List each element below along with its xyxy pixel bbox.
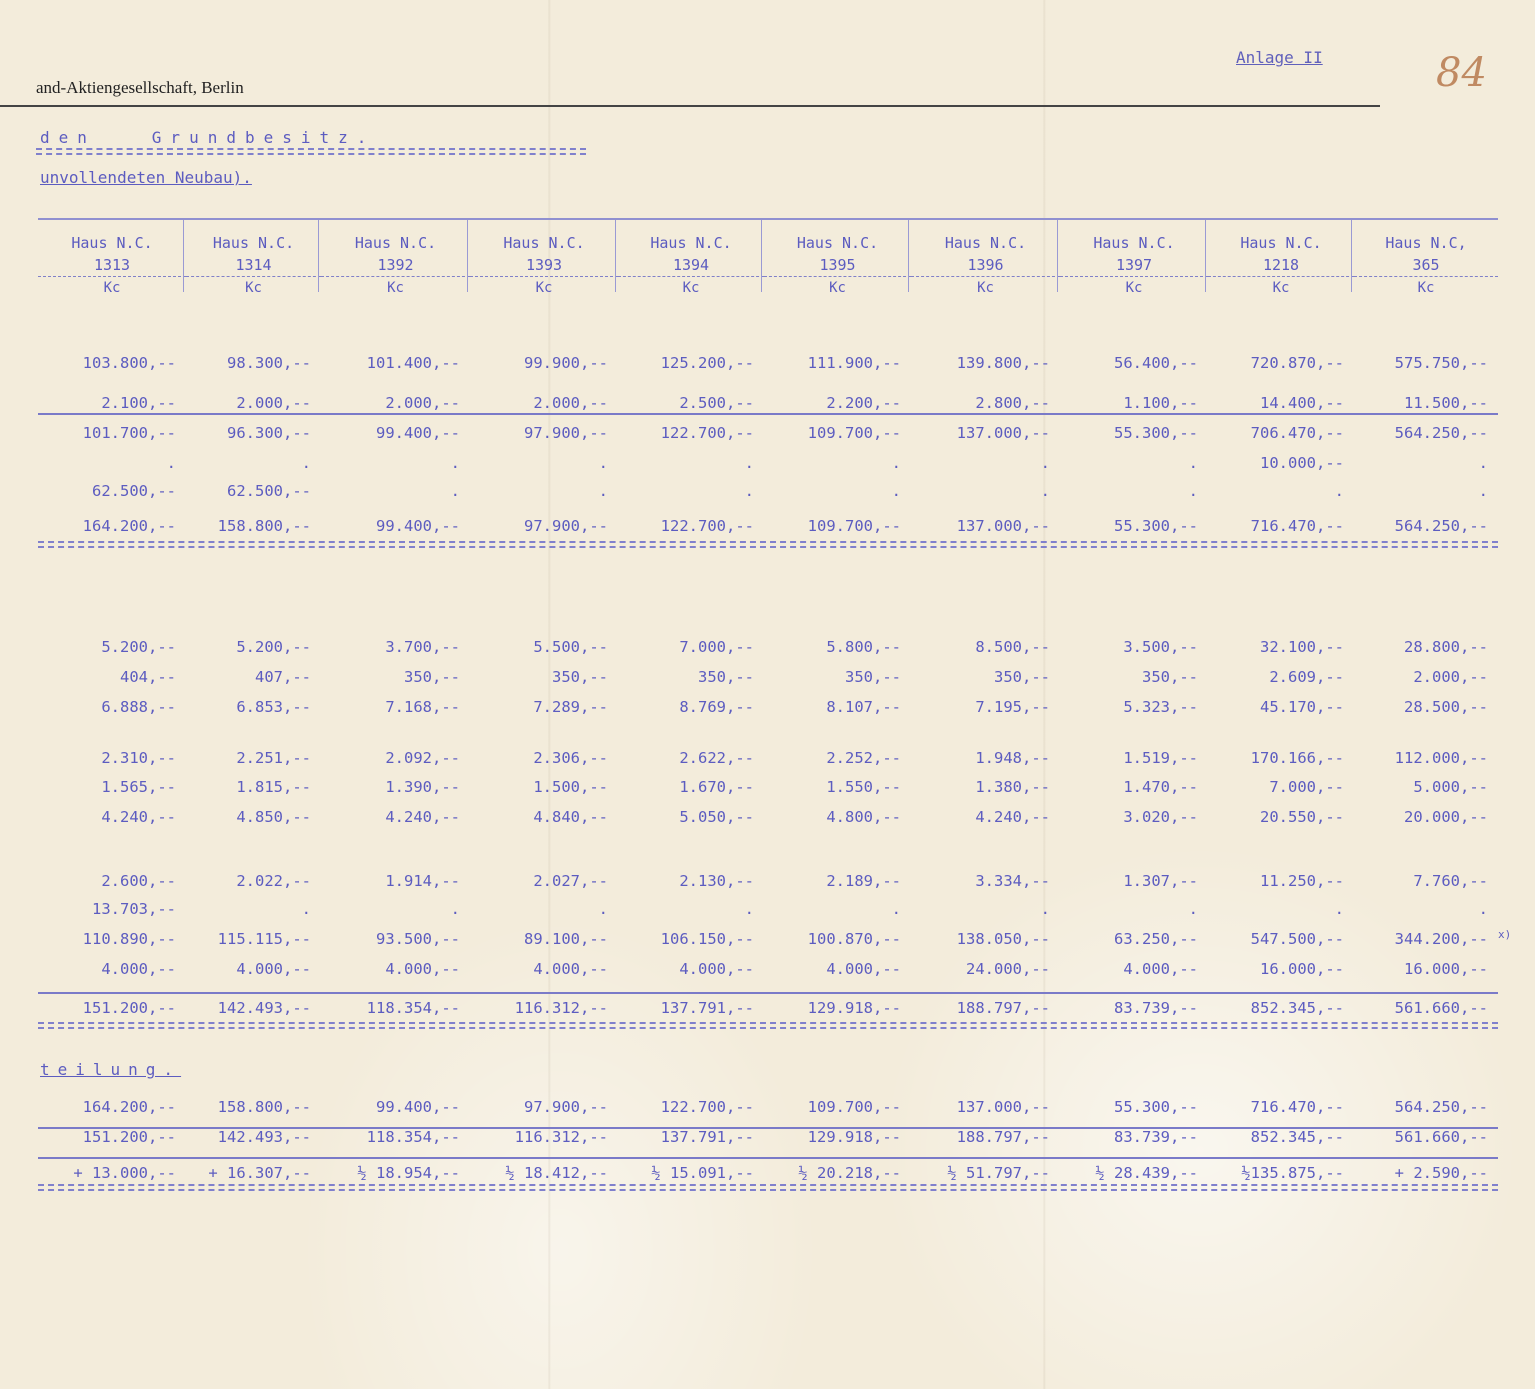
letterhead-rule (0, 105, 1380, 107)
table-cell: . (1188, 482, 1198, 500)
column-label: Haus N.C. (944, 234, 1027, 252)
column-house-number: 1393 (525, 256, 563, 274)
table-cell: 10.000,-- (1260, 454, 1344, 472)
table-cell: 2.609,-- (1269, 668, 1344, 686)
table-cell: . (450, 454, 460, 472)
table-cell: 13.703,-- (92, 900, 176, 918)
column-house-number: 1218 (1262, 256, 1300, 274)
table-cell: 55.300,-- (1114, 517, 1198, 535)
table-cell: 28.800,-- (1404, 638, 1488, 656)
column-separator (1057, 220, 1058, 292)
table-cell: 4.000,-- (101, 960, 176, 978)
table-cell: 2.022,-- (236, 872, 311, 890)
table-cell: 20.000,-- (1404, 808, 1488, 826)
column-unit: Kc (321, 276, 470, 299)
column-header (618, 220, 764, 308)
table-cell: 6.888,-- (101, 698, 176, 716)
table-cell: 122.700,-- (660, 424, 754, 442)
table-cell: . (891, 482, 901, 500)
table-cell: 151.200,-- (82, 999, 176, 1017)
table-cell: ½ 28.439,-- (1095, 1164, 1198, 1182)
table-row (38, 454, 1498, 478)
column-unit: Kc (618, 276, 764, 299)
table-cell: 7.195,-- (975, 698, 1050, 716)
table-cell: 116.312,-- (514, 1128, 608, 1146)
table-cell: 170.166,-- (1250, 749, 1344, 767)
table-cell: 188.797,-- (956, 1128, 1050, 1146)
table-row (38, 930, 1498, 954)
table-cell: 4.000,-- (679, 960, 754, 978)
table-cell: 158.800,-- (217, 517, 311, 535)
section-heading-grundbesitz: den Grundbesitz. (40, 128, 376, 147)
table-cell: 4.000,-- (236, 960, 311, 978)
table-cell: 7.000,-- (679, 638, 754, 656)
column-separator (615, 220, 616, 292)
table-row (38, 668, 1498, 692)
table-cell: 8.107,-- (826, 698, 901, 716)
table-cell: . (1334, 900, 1344, 918)
subtotal-rule-2 (38, 992, 1498, 994)
section-heading-verteilung: teilung. (40, 1060, 182, 1079)
table-row (38, 482, 1498, 506)
column-unit: Kc (911, 276, 1060, 299)
column-header (764, 220, 911, 308)
table-cell: . (1040, 454, 1050, 472)
table-cell: 4.840,-- (533, 808, 608, 826)
table-cell: 139.800,-- (956, 354, 1050, 372)
table-cell: 14.400,-- (1260, 394, 1344, 412)
table-cell: 16.000,-- (1404, 960, 1488, 978)
table-cell: 3.700,-- (385, 638, 460, 656)
column-house-number: 1392 (377, 256, 414, 274)
table-cell: 350,-- (1142, 668, 1198, 686)
table-cell: 8.769,-- (679, 698, 754, 716)
table-cell: 97.900,-- (524, 1098, 608, 1116)
table-cell: 151.200,-- (82, 1128, 176, 1146)
column-label: Haus N.C. (1093, 234, 1175, 252)
table-cell: 852.345,-- (1250, 999, 1344, 1017)
table-cell: 561.660,-- (1394, 1128, 1488, 1146)
table-cell: 2.200,-- (826, 394, 901, 412)
table-cell: 137.000,-- (956, 424, 1050, 442)
comparison-rule-2 (38, 1157, 1498, 1159)
table-cell: 11.250,-- (1260, 872, 1344, 890)
table-cell: 2.310,-- (101, 749, 176, 767)
table-cell: 407,-- (255, 668, 311, 686)
table-cell: 118.354,-- (366, 999, 460, 1017)
column-house-number: 1314 (235, 256, 272, 274)
table-cell: 164.200,-- (82, 517, 176, 535)
table-cell: 138.050,-- (956, 930, 1050, 948)
table-row (38, 698, 1498, 722)
table-cell: 24.000,-- (966, 960, 1050, 978)
table-cell: 2.000,-- (236, 394, 311, 412)
table-cell: 1.519,-- (1123, 749, 1198, 767)
column-house-number: 365 (1412, 256, 1440, 274)
column-separator (908, 220, 909, 292)
table-cell: 5.000,-- (1413, 778, 1488, 796)
table-cell: 109.700,-- (807, 424, 901, 442)
table-cell: 115.115,-- (217, 930, 311, 948)
table-cell: 89.100,-- (524, 930, 608, 948)
table-row (38, 960, 1498, 984)
table-cell: 5.323,-- (1123, 698, 1198, 716)
annex-label: Anlage II (1236, 48, 1323, 67)
section-subheading-neubau: unvollendeten Neubau). (40, 168, 252, 187)
table-cell: 2.189,-- (826, 872, 901, 890)
table-cell: 2.130,-- (679, 872, 754, 890)
table-cell: 98.300,-- (227, 354, 311, 372)
table-row (38, 778, 1498, 802)
table-cell: 20.550,-- (1260, 808, 1344, 826)
column-unit: Kc (1354, 276, 1498, 299)
table-cell: 4.240,-- (101, 808, 176, 826)
total-double-rule-1 (38, 541, 1498, 548)
column-header (38, 220, 186, 308)
table-cell: 142.493,-- (217, 999, 311, 1017)
table-cell: 4.850,-- (236, 808, 311, 826)
column-unit: Kc (470, 276, 618, 299)
table-cell: 8.500,-- (975, 638, 1050, 656)
column-header (470, 220, 618, 308)
column-label: Haus N.C. (503, 234, 585, 252)
table-row (38, 749, 1498, 773)
table-cell: 125.200,-- (660, 354, 754, 372)
column-house-number: 1395 (819, 256, 856, 274)
table-cell: . (450, 900, 460, 918)
table-cell: . (301, 900, 311, 918)
table-cell: 350,-- (404, 668, 460, 686)
table-cell: 2.027,-- (533, 872, 608, 890)
table-cell: 7.289,-- (533, 698, 608, 716)
table-cell: 96.300,-- (227, 424, 311, 442)
table-cell: 137.000,-- (956, 517, 1050, 535)
table-cell: . (1478, 482, 1488, 500)
table-cell: 4.000,-- (1123, 960, 1198, 978)
table-cell: . (891, 900, 901, 918)
table-cell: 110.890,-- (82, 930, 176, 948)
table-cell: 2.306,-- (533, 749, 608, 767)
column-house-number: 1396 (967, 256, 1004, 274)
table-cell: 1.550,-- (826, 778, 901, 796)
table-cell: 5.050,-- (679, 808, 754, 826)
table-cell: 1.500,-- (533, 778, 608, 796)
table-cell: 55.300,-- (1114, 1098, 1198, 1116)
table-cell: 129.918,-- (807, 1128, 901, 1146)
table-cell: 1.307,-- (1123, 872, 1198, 890)
table-cell: 99.400,-- (376, 424, 460, 442)
table-cell: 720.870,-- (1250, 354, 1344, 372)
table-cell: 1.914,-- (385, 872, 460, 890)
column-separator (318, 220, 319, 292)
table-cell: 2.800,-- (975, 394, 1050, 412)
column-unit: Kc (1060, 276, 1208, 299)
table-cell: . (744, 482, 754, 500)
table-cell: 116.312,-- (514, 999, 608, 1017)
table-cell: . (598, 482, 608, 500)
column-separator (1205, 220, 1206, 292)
table-cell: 188.797,-- (956, 999, 1050, 1017)
handwritten-page-number: 84 (1436, 50, 1487, 96)
table-cell: 2.000,-- (385, 394, 460, 412)
table-cell: 4.000,-- (533, 960, 608, 978)
table-cell: 564.250,-- (1394, 424, 1488, 442)
table-cell: 716.470,-- (1250, 517, 1344, 535)
column-separator (183, 220, 184, 292)
table-row (38, 354, 1498, 378)
table-cell: ½ 18.954,-- (357, 1164, 460, 1182)
table-cell: 32.100,-- (1260, 638, 1344, 656)
table-cell: 97.900,-- (524, 424, 608, 442)
table-row (38, 638, 1498, 662)
table-cell: 706.470,-- (1250, 424, 1344, 442)
column-unit: Kc (1208, 276, 1354, 299)
table-cell: 164.200,-- (82, 1098, 176, 1116)
table-cell: 62.500,-- (92, 482, 176, 500)
column-separator (467, 220, 468, 292)
table-cell: 5.500,-- (533, 638, 608, 656)
table-cell: 109.700,-- (807, 1098, 901, 1116)
table-cell: 6.853,-- (236, 698, 311, 716)
table-cell: 62.500,-- (227, 482, 311, 500)
column-label: Haus N.C. (796, 234, 879, 252)
table-cell: 2.100,-- (101, 394, 176, 412)
table-cell: . (1188, 454, 1198, 472)
column-label: Haus N.C. (212, 234, 295, 252)
table-cell: 97.900,-- (524, 517, 608, 535)
table-cell: 2.622,-- (679, 749, 754, 767)
table-row (38, 808, 1498, 832)
total-double-rule-2 (38, 1022, 1498, 1029)
table-row (38, 1128, 1498, 1152)
column-header (1354, 220, 1498, 308)
table-cell: 7.000,-- (1269, 778, 1344, 796)
table-cell: 1.100,-- (1123, 394, 1198, 412)
table-cell: ½ 18.412,-- (505, 1164, 608, 1182)
table-cell: 1.390,-- (385, 778, 460, 796)
column-house-number: 1397 (1115, 256, 1153, 274)
table-cell: 350,-- (845, 668, 901, 686)
table-cell: 2.000,-- (1413, 668, 1488, 686)
table-cell: . (1478, 454, 1488, 472)
table-cell: 99.400,-- (376, 1098, 460, 1116)
table-cell: 118.354,-- (366, 1128, 460, 1146)
column-unit: Kc (764, 276, 911, 299)
table-cell: 2.500,-- (679, 394, 754, 412)
table-cell: 56.400,-- (1114, 354, 1198, 372)
table-cell: . (301, 454, 311, 472)
table-cell: 137.791,-- (660, 1128, 754, 1146)
table-cell: 344.200,-- (1394, 930, 1488, 948)
table-cell: 112.000,-- (1394, 749, 1488, 767)
table-cell: 1.470,-- (1123, 778, 1198, 796)
table-cell: 5.800,-- (826, 638, 901, 656)
table-cell: . (166, 454, 176, 472)
table-cell: 63.250,-- (1114, 930, 1198, 948)
table-cell: 158.800,-- (217, 1098, 311, 1116)
table-cell: . (598, 900, 608, 918)
difference-double-rule (38, 1184, 1498, 1191)
table-cell: 122.700,-- (660, 1098, 754, 1116)
footnote-marker: x) (1498, 928, 1512, 941)
table-cell: 100.870,-- (807, 930, 901, 948)
column-unit: Kc (38, 276, 186, 299)
table-cell: 3.020,-- (1123, 808, 1198, 826)
column-header (911, 220, 1060, 308)
table-cell: . (1040, 482, 1050, 500)
table-cell: . (1334, 482, 1344, 500)
table-cell: 2.600,-- (101, 872, 176, 890)
table-cell: . (1040, 900, 1050, 918)
table-cell: 561.660,-- (1394, 999, 1488, 1017)
table-cell: 564.250,-- (1394, 517, 1488, 535)
table-cell: 4.240,-- (975, 808, 1050, 826)
table-cell: 137.791,-- (660, 999, 754, 1017)
table-cell: . (744, 900, 754, 918)
table-row (38, 999, 1498, 1023)
column-label: Haus N.C. (354, 234, 437, 252)
table-cell: 142.493,-- (217, 1128, 311, 1146)
column-label: Haus N.C. (71, 234, 153, 252)
column-label: Haus N.C, (1385, 234, 1467, 252)
table-cell: 1.380,-- (975, 778, 1050, 796)
table-cell: . (891, 454, 901, 472)
table-cell: 575.750,-- (1394, 354, 1488, 372)
table-cell: . (1188, 900, 1198, 918)
table-cell: 4.000,-- (385, 960, 460, 978)
table-cell: 1.670,-- (679, 778, 754, 796)
table-cell: 28.500,-- (1404, 698, 1488, 716)
table-cell: ½ 51.797,-- (947, 1164, 1050, 1182)
table-cell: 99.900,-- (524, 354, 608, 372)
table-cell: 2.000,-- (533, 394, 608, 412)
table-cell: 3.334,-- (975, 872, 1050, 890)
table-cell: ½135.875,-- (1241, 1164, 1344, 1182)
table-cell: 129.918,-- (807, 999, 901, 1017)
table-cell: 83.739,-- (1114, 999, 1198, 1017)
table-row (38, 872, 1498, 896)
table-cell: 83.739,-- (1114, 1128, 1198, 1146)
table-cell: 852.345,-- (1250, 1128, 1344, 1146)
column-house-number: 1394 (672, 256, 710, 274)
table-cell: . (450, 482, 460, 500)
column-house-number: 1313 (93, 256, 131, 274)
table-cell: 55.300,-- (1114, 424, 1198, 442)
table-cell: 5.200,-- (101, 638, 176, 656)
table-cell: 716.470,-- (1250, 1098, 1344, 1116)
column-header (1208, 220, 1354, 308)
table-row (38, 1098, 1498, 1122)
table-cell: 5.200,-- (236, 638, 311, 656)
column-header (1060, 220, 1208, 308)
table-cell: 99.400,-- (376, 517, 460, 535)
table-cell: . (744, 454, 754, 472)
comparison-rule-1 (38, 1127, 1498, 1129)
table-cell: 45.170,-- (1260, 698, 1344, 716)
table-header (38, 218, 1498, 308)
table-cell: 16.000,-- (1260, 960, 1344, 978)
table-cell: 11.500,-- (1404, 394, 1488, 412)
subtotal-rule-1 (38, 413, 1498, 415)
table-cell: 547.500,-- (1250, 930, 1344, 948)
letterhead-company: and-Aktiengesellschaft, Berlin (36, 78, 244, 97)
table-cell: ½ 15.091,-- (651, 1164, 754, 1182)
table-cell: 122.700,-- (660, 517, 754, 535)
table-cell: 7.760,-- (1413, 872, 1488, 890)
table-cell: 2.252,-- (826, 749, 901, 767)
table-cell: 3.500,-- (1123, 638, 1198, 656)
column-unit: Kc (186, 276, 321, 299)
table-cell: 101.400,-- (366, 354, 460, 372)
heading-double-underline (36, 148, 586, 155)
table-cell: 93.500,-- (376, 930, 460, 948)
table-cell: 2.251,-- (236, 749, 311, 767)
table-cell: 350,-- (698, 668, 754, 686)
table-row (38, 517, 1498, 541)
column-label: Haus N.C. (650, 234, 732, 252)
column-label: Haus N.C. (1240, 234, 1322, 252)
column-separator (761, 220, 762, 292)
table-cell: 404,-- (120, 668, 176, 686)
table-cell: 1.565,-- (101, 778, 176, 796)
table-cell: 2.092,-- (385, 749, 460, 767)
table-cell: + 16.307,-- (208, 1164, 311, 1182)
column-header (321, 220, 470, 308)
table-cell: . (598, 454, 608, 472)
table-cell: + 2.590,-- (1394, 1164, 1488, 1182)
table-cell: + 13.000,-- (73, 1164, 176, 1182)
table-cell: 111.900,-- (807, 354, 901, 372)
table-cell: 4.240,-- (385, 808, 460, 826)
column-header (186, 220, 321, 308)
table-cell: 350,-- (994, 668, 1050, 686)
table-cell: 564.250,-- (1394, 1098, 1488, 1116)
table-row (38, 900, 1498, 924)
table-cell: 109.700,-- (807, 517, 901, 535)
table-cell: 106.150,-- (660, 930, 754, 948)
table-cell: ½ 20.218,-- (798, 1164, 901, 1182)
table-cell: 101.700,-- (82, 424, 176, 442)
column-separator (1351, 220, 1352, 292)
table-cell: 137.000,-- (956, 1098, 1050, 1116)
table-cell: 4.000,-- (826, 960, 901, 978)
table-cell: 4.800,-- (826, 808, 901, 826)
table-cell: 7.168,-- (385, 698, 460, 716)
table-cell: 350,-- (552, 668, 608, 686)
table-cell: 1.815,-- (236, 778, 311, 796)
table-row (38, 424, 1498, 448)
table-cell: 103.800,-- (82, 354, 176, 372)
table-cell: 1.948,-- (975, 749, 1050, 767)
table-cell: . (1478, 900, 1488, 918)
